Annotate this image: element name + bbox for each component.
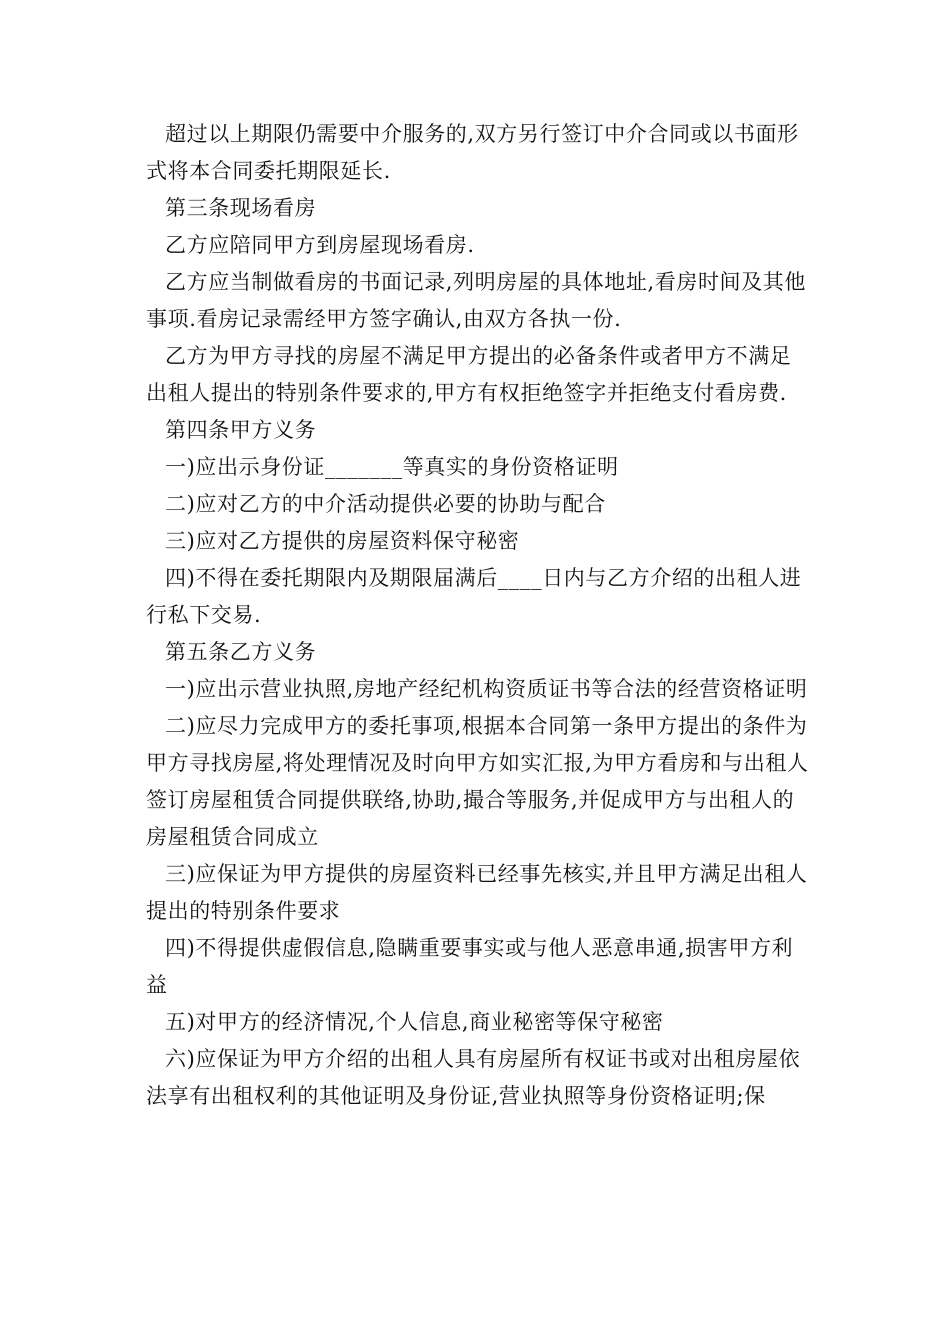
party-a-duty-4: 四)不得在委托期限内及期限届满后____日内与乙方介绍的出租人进行私下交易. — [146, 566, 802, 627]
party-a-duty-3: 三)应对乙方提供的房屋资料保守秘密 — [165, 529, 520, 553]
party-b-duty-4: 四)不得提供虚假信息,隐瞒重要事实或与他人恶意串通,损害甲方利益 — [146, 936, 794, 997]
party-b-duty-2: 二)应尽力完成甲方的委托事项,根据本合同第一条甲方提出的条件为甲方寻找房屋,将处理情况及时向甲方如实汇报,为甲方看房和与出租人签订房屋租赁合同提供联络,协助,撮合等服务,并促成甲方与出租人的房屋租赁合同成立 — [146, 714, 809, 849]
paragraph-viewing-record: 乙方应当制做看房的书面记录,列明房屋的具体地址,看房时间及其他事项.看房记录需经甲方签字确认,由双方各执一份. — [146, 270, 806, 331]
party-b-duty-1: 一)应出示营业执照,房地产经纪机构资质证书等合法的经营资格证明 — [165, 677, 808, 701]
party-b-duty-5: 五)对甲方的经济情况,个人信息,商业秘密等保守秘密 — [165, 1010, 664, 1034]
party-b-duty-3: 三)应保证为甲方提供的房屋资料已经事先核实,并且甲方满足出租人提出的特别条件要求 — [146, 862, 808, 923]
party-b-duty-6: 六)应保证为甲方介绍的出租人具有房屋所有权证书或对出租房屋依法享有出租权利的其他证明及身份证,营业执照等身份资格证明;保 — [146, 1047, 801, 1108]
paragraph-refuse-signing: 乙方为甲方寻找的房屋不满足甲方提出的必备条件或者甲方不满足出租人提出的特别条件要求的,甲方有权拒绝签字并拒绝支付看房费. — [146, 344, 792, 405]
document-body — [146, 116, 811, 1115]
paragraph-accompany-viewing: 乙方应陪同甲方到房屋现场看房. — [165, 233, 475, 257]
party-a-duty-2: 二)应对乙方的中介活动提供必要的协助与配合 — [165, 492, 606, 516]
paragraph-extension-clause: 超过以上期限仍需要中介服务的,双方另行签订中介合同或以书面形式将本合同委托期限延长. — [146, 122, 799, 183]
party-a-duty-1: 一)应出示身份证_______等真实的身份资格证明 — [165, 455, 619, 479]
section-heading-4: 第四条甲方义务 — [165, 418, 317, 442]
section-heading-5: 第五条乙方义务 — [165, 640, 317, 664]
section-heading-3: 第三条现场看房 — [165, 196, 317, 220]
